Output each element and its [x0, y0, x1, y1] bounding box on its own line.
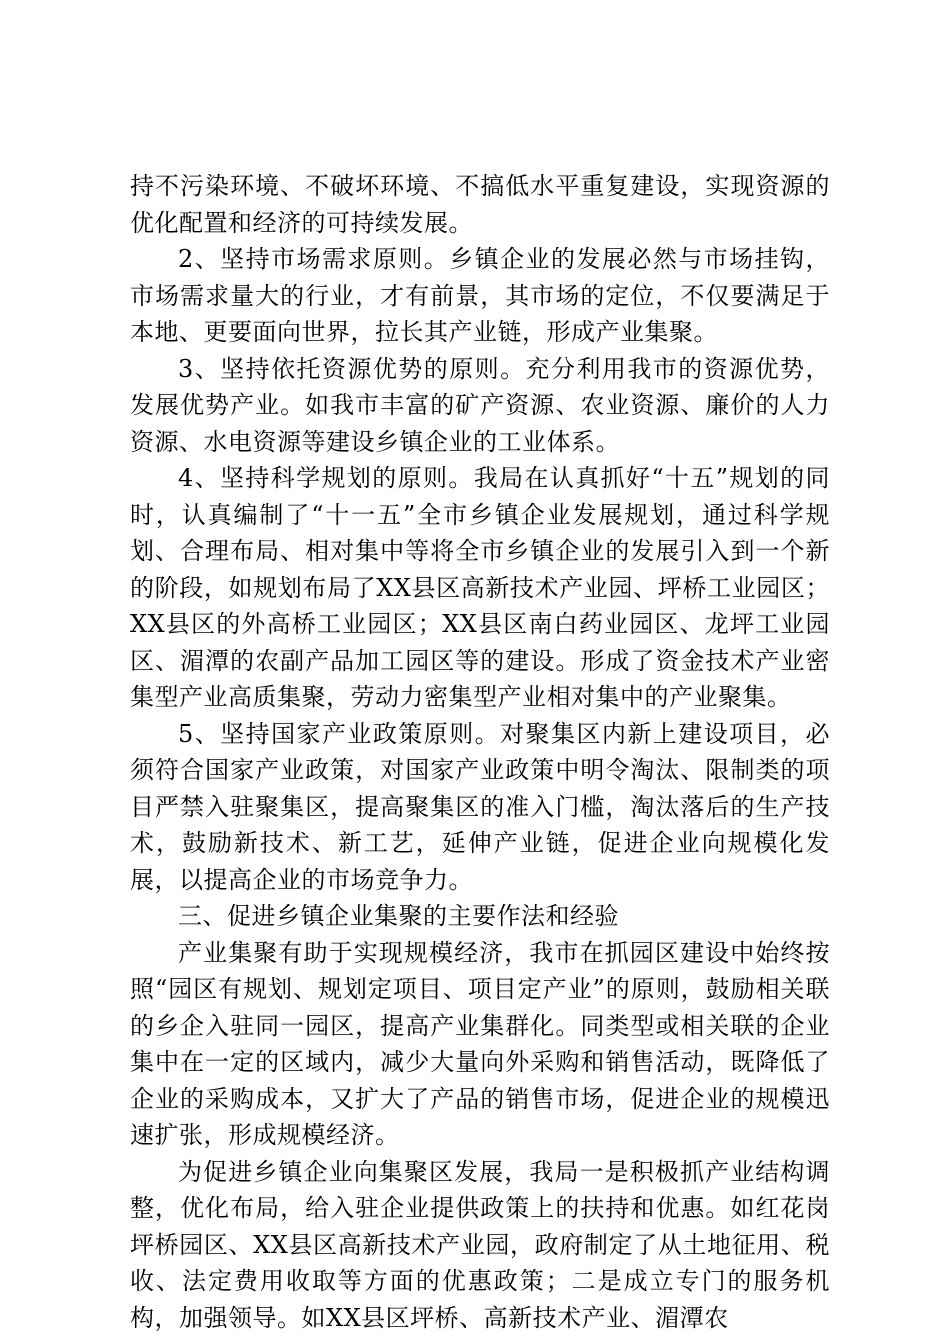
section-heading-3: 三、促进乡镇企业集聚的主要作法和经验 — [178, 902, 619, 930]
paragraph-continuation: 持不污染环境、不破坏环境、不搞低水平重复建设，实现资源的优化配置和经济的可持续发展。 — [130, 172, 830, 237]
paragraph-principle-3: 3、坚持依托资源优势的原则。充分利用我市的资源优势，发展优势产业。如我市丰富的矿产资源、农业资源、廉价的人力资源、水电资源等建设乡镇企业的工业体系。 — [130, 354, 830, 456]
paragraph-principle-4: 4、坚持科学规划的原则。我局在认真抓好“十五”规划的同时，认真编制了“十一五”全市乡镇企业发展规划，通过科学规划、合理布局、相对集中等将全市乡镇企业的发展引入到一个新的阶段，如规划布局了XX县区高新技术产业园、坪桥工业园区；XX县区的外高桥工业园区；XX县区南白药业园区、龙坪工业园区、湄潭的农副产品加工园区等的建设。形成了资金技术产业密集型产业高质集聚，劳动力密集型产业相对集中的产业聚集。 — [130, 464, 830, 711]
paragraph-principle-2: 2、坚持市场需求原则。乡镇企业的发展必然与市场挂钩，市场需求量大的行业，才有前景，其市场的定位，不仅要满足于本地、更要面向世界，拉长其产业链，形成产业集聚。 — [130, 245, 830, 346]
paragraph-principle-5: 5、坚持国家产业政策原则。对聚集区内新上建设项目，必须符合国家产业政策，对国家产业政策中明令淘汰、限制类的项目严禁入驻聚集区，提高聚集区的准入门槛，淘汰落后的生产技术，鼓励新技术、新工艺，延伸产业链，促进企业向规模化发展，以提高企业的市场竞争力。 — [130, 719, 830, 894]
paragraph-measures: 为促进乡镇企业向集聚区发展，我局一是积极抓产业结构调整，优化布局，给入驻企业提供政策上的扶持和优惠。如红花岗坪桥园区、XX县区高新技术产业园，政府制定了从土地征用、税收、法定费用收取等方面的优惠政策；二是成立专门的服务机构，加强领导。如XX县区坪桥、高新技术产业、湄潭农 — [130, 1157, 830, 1332]
document-page — [130, 168, 830, 1336]
paragraph-industrial-clustering: 产业集聚有助于实现规模经济，我市在抓园区建设中始终按照“园区有规划、规划定项目、项目定产业”的原则，鼓励相关联的乡企入驻同一园区，提高产业集群化。同类型或相关联的企业集中在一定的区域内，减少大量向外采购和销售活动，既降低了企业的采购成本，又扩大了产品的销售市场，促进企业的规模迅速扩张，形成规模经济。 — [130, 938, 830, 1149]
